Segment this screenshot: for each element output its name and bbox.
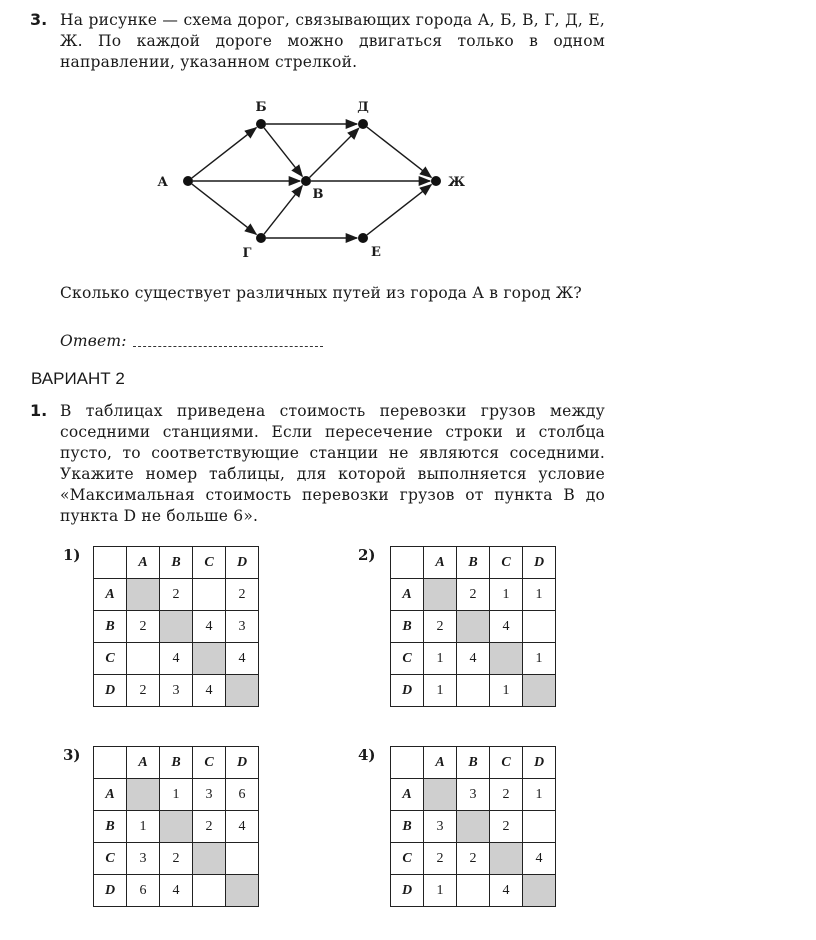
table-cell [193, 643, 226, 675]
city-node [183, 176, 193, 186]
road-edge [310, 128, 359, 177]
table-header-row [391, 547, 556, 579]
table-option-label: 4) [358, 746, 376, 764]
row-header: A [94, 779, 127, 811]
table-cell: 6 [226, 779, 259, 811]
table-cell [193, 875, 226, 907]
table-cell: 3 [160, 675, 193, 707]
table-option-label: 3) [63, 746, 81, 764]
table-cell: 1 [160, 779, 193, 811]
column-header: C [193, 747, 226, 779]
table-row [391, 643, 556, 675]
road-graph [0, 0, 816, 280]
table-cell [226, 843, 259, 875]
column-header: A [424, 547, 457, 579]
road-edge [192, 128, 256, 178]
table-cell: 1 [424, 643, 457, 675]
table-cell [127, 779, 160, 811]
table-cell: 1 [523, 579, 556, 611]
answer-blank[interactable] [133, 346, 323, 347]
table-corner-cell [391, 747, 424, 779]
table-cell: 2 [160, 843, 193, 875]
cost-table [390, 546, 556, 707]
row-header: D [94, 875, 127, 907]
table-cell: 2 [193, 811, 226, 843]
task-3-question: Сколько существует различных путей из города А в город Ж? [60, 284, 582, 302]
table-cell [127, 579, 160, 611]
table-corner-cell [94, 547, 127, 579]
table-cell: 3 [127, 843, 160, 875]
column-header: B [457, 547, 490, 579]
table-cell: 2 [127, 611, 160, 643]
table-cell [490, 843, 523, 875]
table-cell [424, 579, 457, 611]
table-cell: 3 [226, 611, 259, 643]
table-cell: 4 [160, 875, 193, 907]
table-cell: 4 [523, 843, 556, 875]
table-cell: 6 [127, 875, 160, 907]
city-node [256, 119, 266, 129]
table-cell: 1 [424, 875, 457, 907]
column-header: B [160, 547, 193, 579]
row-header: A [94, 579, 127, 611]
task-3-text: На рисунке — схема дорог, связывающих города А, Б, В, Г, Д, Е, Ж. По каждой дороге можно двигаться только в одном направлении, указанном стрелкой. [60, 11, 605, 71]
city-label: Е [371, 245, 381, 260]
row-header: A [391, 579, 424, 611]
row-header: C [391, 643, 424, 675]
table-cell [523, 875, 556, 907]
table-cell: 3 [457, 779, 490, 811]
column-header: C [490, 547, 523, 579]
table-cell [424, 779, 457, 811]
city-label: Г [242, 246, 252, 261]
city-node [358, 119, 368, 129]
table-cell [490, 643, 523, 675]
task-3-number: 3. [30, 10, 48, 29]
row-header: A [391, 779, 424, 811]
table-cell: 4 [490, 611, 523, 643]
variant-heading: ВАРИАНТ 2 [31, 369, 125, 388]
table-row [94, 811, 259, 843]
table-row [94, 643, 259, 675]
city-node [256, 233, 266, 243]
table-row [391, 779, 556, 811]
table-cell: 2 [424, 611, 457, 643]
column-header: D [226, 547, 259, 579]
city-label: Б [255, 100, 267, 115]
table-cell: 2 [226, 579, 259, 611]
table-cell: 2 [127, 675, 160, 707]
task-1-text: В таблицах приведена стоимость перевозки грузов между соседними станциями. Если пересечение строки и столбца пусто, то соответствующие станции не являются соседними. Укажите номер таблицы, для которой выполняется условие «Максимальная стоимость перевозки грузов от пункта B до пункта D не больше 6». [60, 402, 605, 525]
cost-table [93, 746, 259, 907]
city-label: Д [357, 100, 369, 115]
table-row [94, 875, 259, 907]
answer-label: Ответ: [60, 332, 127, 350]
column-header: C [490, 747, 523, 779]
table-cell [193, 843, 226, 875]
column-header: B [457, 747, 490, 779]
road-edge [192, 184, 256, 234]
table-row [391, 579, 556, 611]
city-label: В [312, 187, 324, 202]
row-header: D [391, 675, 424, 707]
table-cell: 3 [424, 811, 457, 843]
table-row [94, 843, 259, 875]
row-header: B [391, 811, 424, 843]
table-cell: 2 [457, 843, 490, 875]
row-header: C [94, 843, 127, 875]
table-header-row [391, 747, 556, 779]
column-header: A [127, 747, 160, 779]
table-cell [193, 579, 226, 611]
column-header: D [226, 747, 259, 779]
table-cell: 2 [424, 843, 457, 875]
table-option-label: 2) [358, 546, 376, 564]
table-cell [160, 811, 193, 843]
column-header: D [523, 547, 556, 579]
city-node [431, 176, 441, 186]
table-cell: 1 [523, 779, 556, 811]
table-cell [523, 811, 556, 843]
column-header: C [193, 547, 226, 579]
table-cell: 4 [160, 643, 193, 675]
table-cell: 4 [457, 643, 490, 675]
column-header: A [424, 747, 457, 779]
table-row [94, 675, 259, 707]
table-option-label: 1) [63, 546, 81, 564]
table-cell [457, 875, 490, 907]
city-node [358, 233, 368, 243]
table-cell: 4 [193, 611, 226, 643]
cost-table [93, 546, 259, 707]
table-row [94, 611, 259, 643]
table-cell [457, 611, 490, 643]
table-row [94, 779, 259, 811]
table-cell: 4 [193, 675, 226, 707]
road-edge [367, 127, 431, 177]
table-cell [226, 675, 259, 707]
table-header-row [94, 547, 259, 579]
table-row [391, 811, 556, 843]
road-edge [264, 186, 302, 234]
table-corner-cell [391, 547, 424, 579]
city-node [301, 176, 311, 186]
table-cell: 2 [160, 579, 193, 611]
task-1-number: 1. [30, 401, 48, 420]
row-header: C [94, 643, 127, 675]
cost-table [390, 746, 556, 907]
table-cell: 1 [490, 579, 523, 611]
row-header: D [94, 675, 127, 707]
road-edge [264, 128, 302, 176]
table-cell: 2 [490, 779, 523, 811]
table-row [391, 611, 556, 643]
row-header: C [391, 843, 424, 875]
column-header: B [160, 747, 193, 779]
table-cell: 4 [226, 811, 259, 843]
table-row [391, 675, 556, 707]
table-cell: 4 [490, 875, 523, 907]
table-cell [457, 811, 490, 843]
table-cell [127, 643, 160, 675]
table-cell: 2 [490, 811, 523, 843]
city-label: А [157, 175, 168, 190]
road-edge [367, 185, 431, 235]
table-cell: 4 [226, 643, 259, 675]
row-header: B [391, 611, 424, 643]
table-cell: 3 [193, 779, 226, 811]
table-cell: 1 [127, 811, 160, 843]
table-corner-cell [94, 747, 127, 779]
row-header: D [391, 875, 424, 907]
table-cell [523, 675, 556, 707]
table-cell [226, 875, 259, 907]
table-row [391, 843, 556, 875]
table-row [391, 875, 556, 907]
row-header: B [94, 811, 127, 843]
table-cell: 1 [523, 643, 556, 675]
table-header-row [94, 747, 259, 779]
table-cell: 1 [424, 675, 457, 707]
table-row [94, 579, 259, 611]
table-cell: 2 [457, 579, 490, 611]
table-cell [160, 611, 193, 643]
table-cell [523, 611, 556, 643]
column-header: D [523, 747, 556, 779]
city-label: Ж [448, 175, 466, 190]
column-header: A [127, 547, 160, 579]
table-cell [457, 675, 490, 707]
table-cell: 1 [490, 675, 523, 707]
row-header: B [94, 611, 127, 643]
